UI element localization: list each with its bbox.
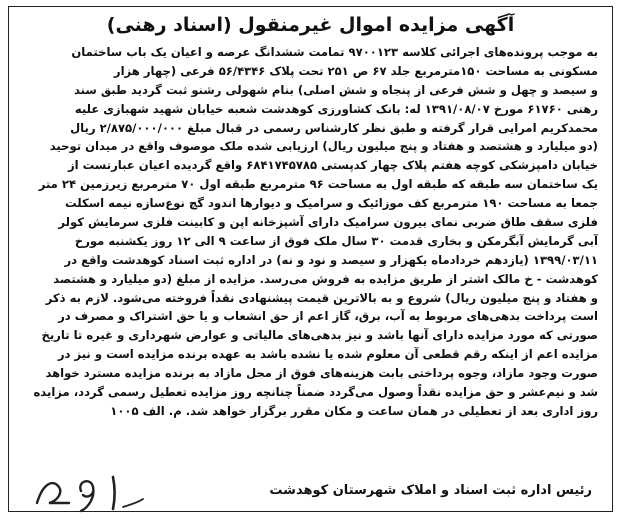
body-line: صورتی که مورد مزایده دارای آنها باشد و نیز بدهی‌های مالیاتی و عوارض شهرداری و غیره تا تاریخ — [41, 328, 598, 343]
signature-line: رئیس اداره ثبت اسناد و املاک شهرستان کوهدشت — [269, 483, 592, 498]
notice-body — [23, 43, 598, 421]
notice-frame — [8, 6, 613, 512]
body-line: و سیصد و چهل و شش فرعی از پنجاه و شش اصلی) بنام شهولی رشنو ثبت گردید طبق سند — [73, 82, 598, 97]
body-line: رهنی ۶۱۷۶۰ مورخ ۱۳۹۱/۰۸/۰۷ له: بانک کشاورزی کوهدشت شعبه خیابان شهید شهبازی علیه — [74, 101, 598, 116]
body-line: روز اداری بعد از تعطیلی در همان ساعت و مکان مقرر برگزار خواهد شد. م. الف ۱۰۰۵ — [110, 403, 598, 418]
body-line: به موجب پرونده‌های اجرائی کلاسه ۹۷۰۰۱۲۳ تمامت ششدانگ عرصه و اعیان یک باب ساختمان — [71, 45, 598, 59]
body-line: جمعا به مساحت ۱۹۰ مترمربع کف موزائیک و سرامیک و دیوارها اندود گچ نوع‌سازه نیمه اسکلت — [64, 196, 598, 211]
body-line: کوهدشت - خ مالک اشتر از طریق مزایده به فروش می‌رسد. مزایده از مبلغ (دو میلیارد و هشتصد — [53, 271, 598, 286]
body-line: شد و نیم‌عشر و حق مزایده نقداً وصول می‌گردد ضمناً چنانچه روز مزایده تعطیل رسمی گردد، مزایده — [33, 385, 598, 400]
body-line: مزایده اعم از اینکه رقم قطعی آن معلوم شده یا نشده باشد به عهده برنده مزایده است و نیز در — [57, 347, 598, 362]
handwritten-number-drawing — [29, 465, 149, 515]
body-line: آبی گرمایش آبگرمکن و بخاری قدمت ۳۰ سال ملک فوق از ساعت ۹ الی ۱۲ روز یکشنبه مورخ — [74, 233, 598, 248]
body-line: یک ساختمان سه طبقه که طبقه اول به مساحت ۹۶ مترمربع طبقه اول ۷۰ مترمربع زیرزمین ۲۴ متر — [38, 177, 598, 192]
body-line: است پرداخت بدهی‌های مربوط به آب، برق، گاز اعم از حق انشعاب و یا حق اشتراک و مصرف در — [58, 309, 598, 324]
body-line: ۱۳۹۹/۰۳/۱۱ (یازدهم خردادماه یکهزار و سیصد و نود و نه) در اداره ثبت اسناد کوهدشت واقع در — [64, 252, 598, 267]
body-line: مسکونی به مساحت ۱۵۰مترمربع جلد ۶۷ ص ۲۵۱ تحت پلاک ۵۶/۴۳۴۶ فرعی (چهار هزار — [113, 63, 598, 78]
body-line: خیابان دامپزشکی کوچه هفتم پلاک چهار کدپستی ۶۸۴۱۷۴۵۷۸۵ واقع گردیده اعیان عبارتست از — [67, 158, 598, 173]
body-line: و هفتاد و پنج میلیون ریال) شروع و به بالاترین قیمت پیشنهادی نقداً فروخته می‌شود. لازم به ذکر — [45, 290, 598, 305]
body-line: (دو میلیارد و هشتصد و هفتاد و پنج میلیون ریال) ارزیابی شده ملک موصوف واقع در میدان توحید — [49, 139, 598, 154]
body-line: صورت وجود مازاد، وجوه پرداختی بابت هزینه‌های فوق از محل مازاد به برنده مزایده مسترد خواهد — [45, 366, 598, 381]
handwritten-number-mark — [29, 465, 149, 515]
body-line: محمدکریم امرایی قرار گرفته و طبق نظر کارشناس رسمی در قبال مبلغ ۲/۸۷۵/۰۰۰/۰۰۰ ریال — [70, 120, 598, 135]
body-line: فلزی سقف طاق ضربی نمای بیرون سرامیک دارای آشپزخانه اپن و کابینت فلزی سرمایش کولر — [58, 215, 598, 230]
notice-title: آگهی مزایده اموال غیرمنقول (اسناد رهنی) — [106, 14, 515, 36]
